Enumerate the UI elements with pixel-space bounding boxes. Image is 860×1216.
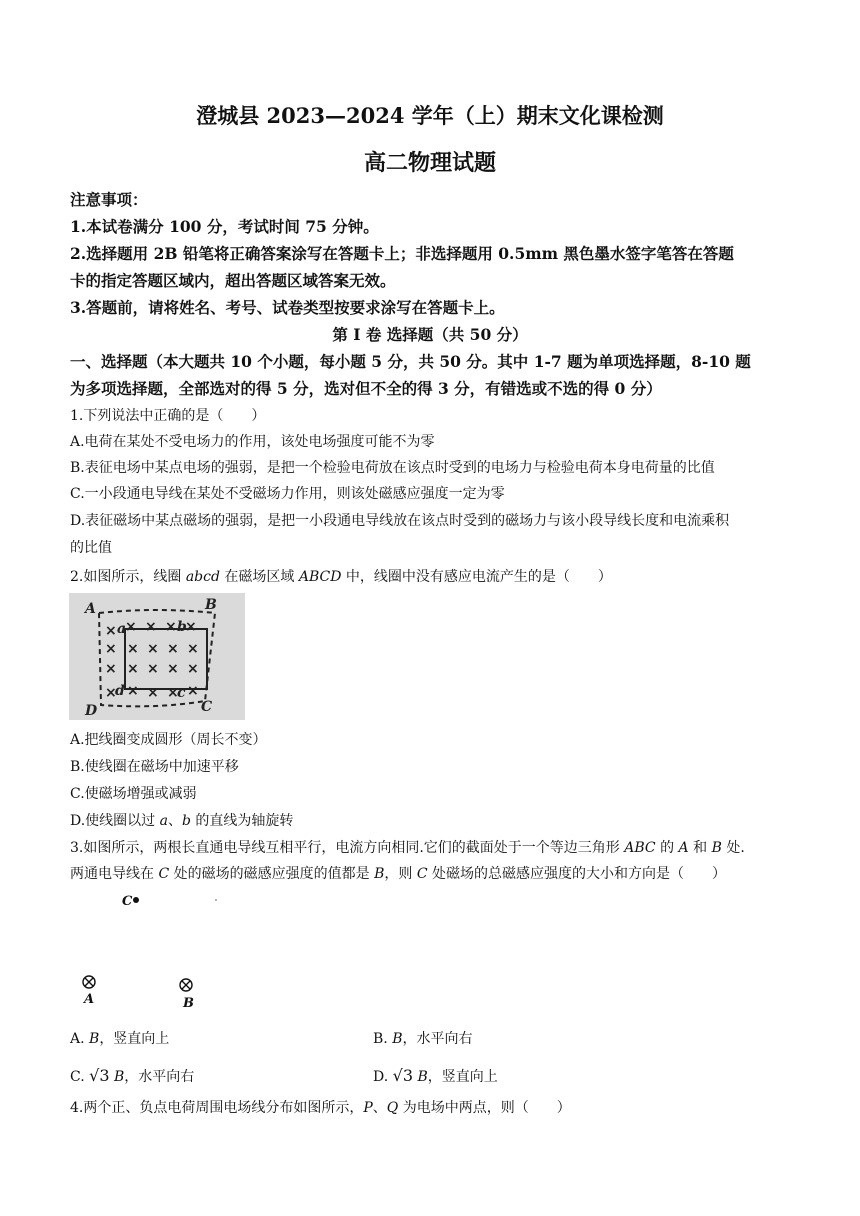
svg-text:×: × [105, 661, 117, 677]
notice-item: 1.本试卷满分 100 分，考试时间 75 分钟。 [70, 217, 379, 236]
fig-label-C: C [122, 894, 133, 909]
exam-title: 澄城县 2023—2024 学年（上）期末文化课检测 [196, 103, 664, 128]
section-intro: 一、选择题（本大题共 10 个小题，每小题 5 分，共 50 分。其中 1-7 题为单项选择题，8-10 题 [70, 352, 751, 371]
notice-item: 卡的指定答题区域内，超出答题区域答案无效。 [70, 271, 396, 290]
section-title: 第 I 卷 选择题（共 50 分） [332, 325, 528, 344]
question-stem: 4.两个正、负点电荷周围电场线分布如图所示，P、Q 为电场中两点，则（ ） [70, 1100, 571, 1116]
fig-label-b: b [177, 619, 187, 635]
point-c-dot [133, 897, 139, 903]
svg-text:×: × [187, 683, 199, 699]
svg-text:×: × [147, 661, 159, 677]
svg-text:×: × [187, 641, 199, 657]
exam-subtitle: 高二物理试题 [363, 150, 496, 176]
coil-diagram [69, 593, 245, 720]
fig-label-D: D [85, 703, 98, 719]
notice-item: 3.答题前，请将姓名、考号、试卷类型按要求涂写在答题卡上。 [70, 298, 505, 317]
fig-label-a: a [117, 621, 127, 637]
question-stem: 1.下列说法中正确的是（ ） [70, 408, 266, 424]
current-into-page-icon [83, 976, 95, 988]
svg-text:×: × [167, 661, 179, 677]
option-c: C.一小段通电导线在某处不受磁场力作用，则该处磁感应强度一定为零 [70, 486, 505, 502]
option-a: A.把线圈变成圆形（周长不变） [70, 732, 267, 748]
svg-text:×: × [167, 685, 179, 701]
svg-text:×: × [125, 619, 137, 635]
magnetic-field-figure [69, 593, 245, 720]
question-stem: 2.如图所示，线圈 abcd 在磁场区域 ABCD 中，线圈中没有感应电流产生的是（ ） [70, 569, 612, 585]
current-into-page-icon [180, 979, 192, 991]
option-b: B.使线圈在磁场中加速平移 [70, 759, 239, 775]
option-a: A.电荷在某处不受电场力的作用，该处电场强度可能不为零 [70, 434, 435, 450]
svg-text:×: × [147, 685, 159, 701]
svg-text:×: × [187, 661, 199, 677]
svg-text:×: × [167, 641, 179, 657]
wire-diagram [70, 888, 270, 1018]
fig-label-B: B [205, 597, 217, 613]
svg-text:×: × [127, 683, 139, 699]
notice-heading: 注意事项： [70, 190, 148, 209]
svg-text:×: × [165, 619, 177, 635]
wire-triangle-figure [70, 888, 270, 1018]
fig-label-A: A [85, 601, 96, 617]
svg-text:×: × [185, 619, 197, 635]
svg-text:×: × [145, 619, 157, 635]
option-d: D.使线圈以过 a、b 的直线为轴旋转 [70, 813, 294, 829]
svg-text:×: × [127, 661, 139, 677]
svg-text:×: × [127, 641, 139, 657]
question-stem: 3.如图所示，两根长直通电导线互相平行，电流方向相同.它们的截面处于一个等边三角形 ABC 的 A 和 B 处. [70, 840, 745, 856]
option-c: C.使磁场增强或减弱 [70, 786, 197, 802]
option-d: D.表征磁场中某点磁场的强弱，是把一小段通电导线放在该点时受到的磁场力与该小段导线长度和电流乘积 [70, 513, 730, 529]
option-d-cont: 的比值 [70, 540, 112, 556]
section-intro: 为多项选择题，全部选对的得 5 分，选对但不全的得 3 分，有错选或不选的得 0 分） [70, 379, 662, 398]
option-a: A. B，竖直向上 [70, 1031, 170, 1047]
svg-text:×: × [147, 641, 159, 657]
question-stem-cont: 两通电导线在 C 处的磁场的磁感应强度的值都是 B，则 C 处磁场的总磁感应强度的大小和方向是（ ） [70, 866, 726, 882]
svg-text:×: × [105, 641, 117, 657]
fig-label-c: c [177, 685, 186, 701]
fig-label-C: C [201, 699, 213, 715]
fig-label-A: A [84, 992, 95, 1007]
fig-label-B: B [183, 996, 194, 1011]
option-b: B. B，水平向右 [373, 1031, 473, 1047]
svg-text:×: × [105, 685, 117, 701]
fig-label-d: d [115, 683, 125, 699]
svg-text:×: × [105, 623, 117, 639]
option-b: B.表征电场中某点电场的强弱，是把一个检验电荷放在该点时受到的电场力与检验电荷本身电荷量的比值 [70, 460, 715, 476]
option-c: C. √3 B，水平向右 [70, 1066, 195, 1085]
notice-item: 2.选择题用 2B 铅笔将正确答案涂写在答题卡上；非选择题用 0.5mm 黑色墨水签字笔答在答题 [70, 244, 734, 263]
option-d: D. √3 B，竖直向上 [373, 1066, 498, 1085]
